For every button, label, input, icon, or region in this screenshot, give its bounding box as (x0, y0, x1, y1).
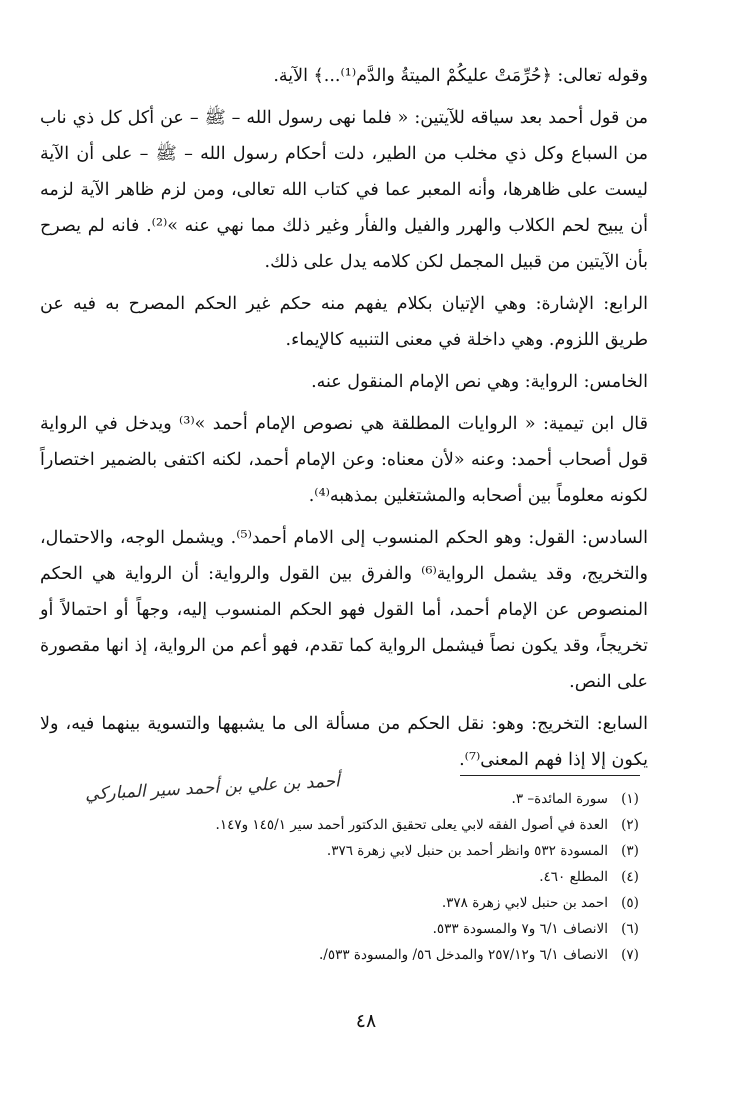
paragraph-sixth-qawl: السادس: القول: وهو الحكم المنسوب إلى الامام أحمد⁽⁵⁾. ويشمل الوجه، والاحتمال، والتخريج، وقد يشمل الرواية⁽⁶⁾ والفرق بين القول والرواية: أن الرواية هي الحكم المنصوص عن الإمام أحمد، أما القول فهو الحكم المنسوب إليه، وجهاً أو احتمالاً أو تخريجاً، وقد يكون نصاً فيشمل الرواية كما تقدم، فهو أعم من الرواية، إذ انها مقصورة على النص. (40, 528, 649, 692)
paragraph-verse: وقوله تعالى: ﴿حُرِّمَتْ عليكُمْ الميتةُ والدَّم⁽¹⁾...﴾ الآية. (273, 66, 648, 86)
footnote-text: الانصاف ٦/١ و٧ والمسودة ٥٣٣. (432, 921, 608, 937)
footnote (40, 786, 652, 812)
paragraph-fourth-ishara: الرابع: الإشارة: وهي الإتيان بكلام يفهم منه حكم غير الحكم المصرح به فيه عن طريق اللزوم. وهي داخلة في معنى التنبيه كالإيماء. (40, 294, 648, 350)
paragraph-seventh-takhrij: السابع: التخريج: وهو: نقل الحكم من مسألة الى ما يشبهها والتسوية بينهما فيه، ولا يكون إلا إذا فهم المعنى⁽⁷⁾. (40, 714, 648, 770)
paragraph-ibn-taymiyya: قال ابن تيمية: « الروايات المطلقة هي نصوص الإمام أحمد »⁽³⁾ ويدخل في الرواية قول أصحاب أحمد: وعنه «لأن معناه: وعن الإمام أحمد، لكنه اكتفى بالضمير اختصاراً لكونه معلوماً بين أصحابه والمشتغلين بمذهبه⁽⁴⁾. (40, 414, 649, 506)
footnote-text: المسودة ٥٣٢ وانظر أحمد بن حنبل لابي زهرة ٣٧٦. (326, 843, 608, 859)
paragraph-ahmad-quote: من قول أحمد بعد سياقه للآيتين: « فلما نهى رسول الله – ﷺ – عن أكل كل ذي ناب من السباع وكل ذي مخلب من الطير، دلت أحكام رسول الله – ﷺ – على أن الآية ليست على ظاهرها، وأنه المعبر عما في كتاب الله تعالى، ومن لزم ظاهر الآية لزمه أن يبيح لحم الكلاب والهرر والفيل والفأر وغير ذلك مما نهي عنه »⁽²⁾. فانه لم يصرح بأن الآيتين من قبيل المجمل لكن كلامه يدل على ذلك. (40, 108, 648, 272)
footnote (40, 812, 652, 838)
footnotes (40, 786, 652, 968)
footnote-number: (٥) (621, 895, 639, 911)
footnote-number: (١) (621, 791, 639, 807)
footnote-text: العدة في أصول الفقه لابي يعلى تحقيق الدكتور أحمد سير ١٤٥/١ و١٤٧. (215, 817, 608, 833)
footnote-text: الانصاف ٦/١ و٢٥٧/١٢ والمدخل ٥٦/ والمسودة ٥٣٣/. (319, 947, 608, 963)
footnote-number: (٣) (621, 843, 639, 859)
footnote-number: (٧) (621, 947, 639, 963)
footnote (40, 838, 652, 864)
footnote-number: (٤) (621, 869, 639, 885)
footnote-number: (٦) (621, 921, 639, 937)
paragraph-fifth-riwaya: الخامس: الرواية: وهي نص الإمام المنقول عنه. (311, 372, 648, 392)
footnote-text: المطلع ٤٦٠. (539, 869, 608, 885)
footnote-number: (٢) (621, 817, 639, 833)
footnote-divider (460, 775, 640, 776)
handwritten-annotation: أحمد بن علي بن أحمد سير المباركي (84, 771, 341, 805)
footnote-text: احمد بن حنبل لابي زهرة ٣٧٨. (441, 895, 608, 911)
main-text (40, 58, 648, 784)
footnote-text: سورة المائدة– ٣. (511, 791, 608, 807)
footnote (40, 942, 652, 968)
footnote (40, 890, 652, 916)
footnote (40, 864, 652, 890)
footnote (40, 916, 652, 942)
page-number: ٤٨ (355, 1010, 377, 1032)
